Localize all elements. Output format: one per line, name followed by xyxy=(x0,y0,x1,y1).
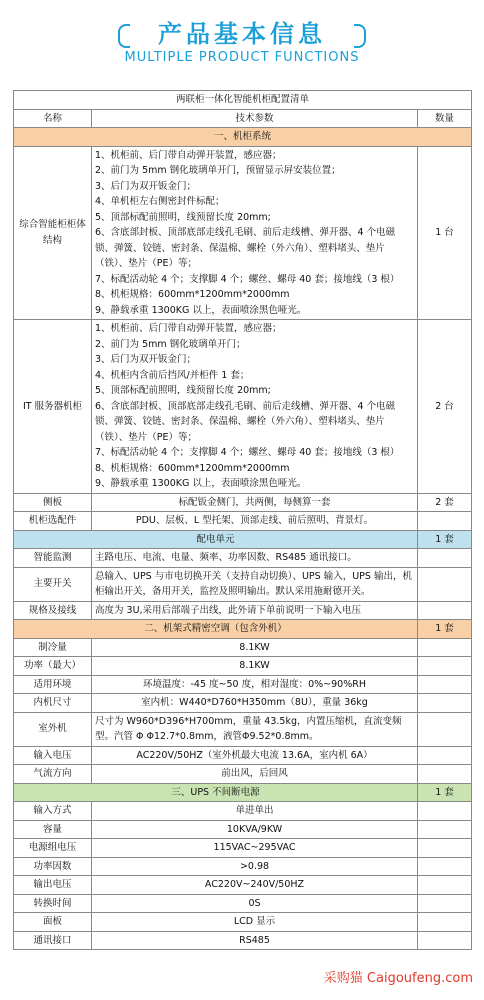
spec-line: 2、前门为 5mm 钢化玻璃单开门，预留显示屏安装位置； xyxy=(95,165,341,176)
spec-line: 9、静载承重 1300KG 以上，表面喷涂黑色哑光。 xyxy=(95,304,307,316)
row-spec: LCD 显示 xyxy=(92,913,418,932)
table-row xyxy=(14,712,472,746)
row-qty xyxy=(418,567,472,601)
section-precision-ac: 二、机架式精密空调（包含外机） xyxy=(14,620,418,639)
spec-line: 2、前门为 5mm 钢化玻璃单开门； xyxy=(95,338,246,350)
row-name: 输入电压 xyxy=(14,746,92,765)
row-spec: RS485 xyxy=(92,931,418,950)
row-name: 侧板 xyxy=(14,493,92,512)
page-title: 产品基本信息 xyxy=(158,20,326,48)
table-row xyxy=(14,146,472,320)
row-name: 规格及接线 xyxy=(14,601,92,620)
row-qty xyxy=(418,894,472,913)
spec-line: 3、后门为双开钣金门； xyxy=(95,354,197,365)
spec-line: 8、机柜规格：600mm*1200mm*2000mm xyxy=(95,289,290,300)
table-row xyxy=(14,820,472,839)
row-name: 气流方向 xyxy=(14,765,92,784)
table-row xyxy=(14,320,472,494)
spec-line: 7、标配活动轮 4 个；支撑脚 4 个；螺丝、螺母 40 套；接地线（3 根） xyxy=(95,447,400,458)
row-spec: 高度为 3U,采用后部端子出线，此外请下单前说明一下输入电压 xyxy=(92,601,418,620)
row-qty xyxy=(418,601,472,620)
row-spec: 8.1KW xyxy=(92,657,418,676)
table-row xyxy=(14,894,472,913)
row-spec: >0.98 xyxy=(92,857,418,876)
row-spec: 环境温度：-45 度~50 度，相对湿度：0%~90%RH xyxy=(92,675,418,694)
row-name: 功率因数 xyxy=(14,857,92,876)
row-spec: 8.1KW xyxy=(92,638,418,657)
section-cabinet-system: 一、机柜系统 xyxy=(14,128,472,147)
row-spec: 单进单出 xyxy=(92,802,418,821)
row-name: 适用环境 xyxy=(14,675,92,694)
table-row xyxy=(14,512,472,531)
row-spec: AC220V/50HZ（室外机最大电流 13.6A，室内机 6A） xyxy=(92,746,418,765)
section-qty: 1 套 xyxy=(418,620,472,639)
row-qty xyxy=(418,512,472,531)
table-row xyxy=(14,931,472,950)
row-spec: 标配钣金侧门，共两侧，每侧算一套 xyxy=(92,493,418,512)
title-frame xyxy=(118,18,366,48)
row-name: 面板 xyxy=(14,913,92,932)
row-qty: 2 台 xyxy=(418,320,472,494)
spec-line: 1、机柜前、后门带自动弹开装置，感应器； xyxy=(95,323,282,334)
spec-line: 4、机柜内含前后挡风/并柜件 1 套； xyxy=(95,369,250,381)
table-row xyxy=(14,694,472,713)
table-row xyxy=(14,913,472,932)
row-qty xyxy=(418,876,472,895)
table-row xyxy=(14,601,472,620)
section-power-distribution: 配电单元 xyxy=(14,530,418,549)
spec-line: 5、顶部标配前照明，线预留长度 20mm; xyxy=(95,211,271,223)
row-name: 电源组电压 xyxy=(14,839,92,858)
row-qty xyxy=(418,931,472,950)
row-name: 综合智能柜柜体结构 xyxy=(14,146,92,320)
spec-line: 4、单机柜左右侧密封件标配； xyxy=(95,196,225,207)
table-row xyxy=(14,657,472,676)
table-row xyxy=(14,857,472,876)
row-spec: PDU、层板、L 型托架、顶部走线、前后照明、背景灯。 xyxy=(92,512,418,531)
row-name: 输出电压 xyxy=(14,876,92,895)
spec-line: 6、含底部封板、顶部底部走线孔毛刷、前后走线槽、弹开器、4 个电磁锁、弹簧、铰链、密封条、保温棉、螺栓（外六角）、塑料堵头、垫片（铁）、垫片（PE）等； xyxy=(95,227,396,269)
row-qty: 1 台 xyxy=(418,146,472,320)
spec-line: 8、机柜规格：600mm*1200mm*2000mm xyxy=(95,462,290,474)
row-spec xyxy=(92,146,418,320)
table-caption: 两联柜一体化智能机柜配置清单 xyxy=(14,91,472,110)
section-qty: 1 套 xyxy=(418,783,472,802)
table-row xyxy=(14,549,472,568)
table-row xyxy=(14,493,472,512)
row-qty xyxy=(418,857,472,876)
page-subtitle: MULTIPLE PRODUCT FUNCTIONS xyxy=(124,50,360,65)
col-header-qty: 数量 xyxy=(418,109,472,128)
row-name: 制冷量 xyxy=(14,638,92,657)
table-row xyxy=(14,876,472,895)
table-row xyxy=(14,765,472,784)
row-name: 机柜选配件 xyxy=(14,512,92,531)
row-qty xyxy=(418,638,472,657)
row-name: IT 服务器机柜 xyxy=(14,320,92,494)
row-spec: 尺寸为 W960*D396*H700mm，重量 43.5kg，内置压缩机，直流变频型。汽管 Φ Φ12.7*0.8mm，液管Φ9.52*0.8mm。 xyxy=(92,712,418,746)
row-name: 通讯接口 xyxy=(14,931,92,950)
row-spec: 0S xyxy=(92,894,418,913)
table-row xyxy=(14,802,472,821)
spec-line: 5、顶部标配前照明，线预留长度 20mm; xyxy=(95,385,271,396)
col-header-name: 名称 xyxy=(14,109,92,128)
row-name: 主要开关 xyxy=(14,567,92,601)
table-row xyxy=(14,675,472,694)
table-row xyxy=(14,638,472,657)
row-qty xyxy=(418,820,472,839)
row-qty xyxy=(418,839,472,858)
config-table xyxy=(13,90,472,950)
row-name: 室外机 xyxy=(14,712,92,746)
row-name: 输入方式 xyxy=(14,802,92,821)
row-qty xyxy=(418,675,472,694)
row-name: 智能监测 xyxy=(14,549,92,568)
spec-line: 9、静载承重 1300KG 以上，表面喷涂黑色哑光。 xyxy=(95,478,307,489)
table-row xyxy=(14,567,472,601)
row-name: 功率（最大） xyxy=(14,657,92,676)
row-qty xyxy=(418,657,472,676)
page-header xyxy=(0,0,484,88)
spec-line: 6、含底部封板、顶部底部走线孔毛刷、前后走线槽、弹开器、4 个电磁锁、弹簧、铰链、密封条、保温棉、螺栓（外六角）、塑料堵头、垫片（铁）、垫片（PE）等； xyxy=(95,400,396,443)
row-qty: 2 套 xyxy=(418,493,472,512)
row-spec xyxy=(92,320,418,494)
row-qty xyxy=(418,802,472,821)
row-qty xyxy=(418,712,472,746)
row-qty xyxy=(418,746,472,765)
row-spec: 10KVA/9KW xyxy=(92,820,418,839)
table-row xyxy=(14,839,472,858)
watermark: 采购猫 Caigoufeng.com xyxy=(321,966,476,987)
row-name: 容量 xyxy=(14,820,92,839)
row-spec: 室内机：W440*D760*H350mm（8U），重量 36kg xyxy=(92,694,418,713)
row-spec: 主路电压、电流、电量、频率、功率因数、RS485 通讯接口。 xyxy=(92,549,418,568)
row-spec: 115VAC~295VAC xyxy=(92,839,418,858)
row-qty xyxy=(418,765,472,784)
col-header-spec: 技术参数 xyxy=(92,109,418,128)
row-spec: 前出风，后回风 xyxy=(92,765,418,784)
section-ups: 三、UPS 不间断电源 xyxy=(14,783,418,802)
spec-line: 7、标配活动轮 4 个；支撑脚 4 个；螺丝、螺母 40 套；接地线（3 根） xyxy=(95,273,400,285)
row-name: 转换时间 xyxy=(14,894,92,913)
row-qty xyxy=(418,694,472,713)
row-name: 内机尺寸 xyxy=(14,694,92,713)
row-qty xyxy=(418,549,472,568)
row-spec: AC220V~240V/50HZ xyxy=(92,876,418,895)
row-qty xyxy=(418,913,472,932)
spec-line: 1、机柜前、后门带自动弹开装置，感应器； xyxy=(95,149,282,161)
row-spec: 总输入、UPS 与市电切换开关（支持自动切换）、UPS 输入，UPS 输出，机柜输出开关，备用开关，监控及照明输出。默认采用施耐德开关。 xyxy=(92,567,418,601)
spec-line: 3、后门为双开钣金门； xyxy=(95,180,197,192)
section-qty: 1 套 xyxy=(418,530,472,549)
table-row xyxy=(14,746,472,765)
